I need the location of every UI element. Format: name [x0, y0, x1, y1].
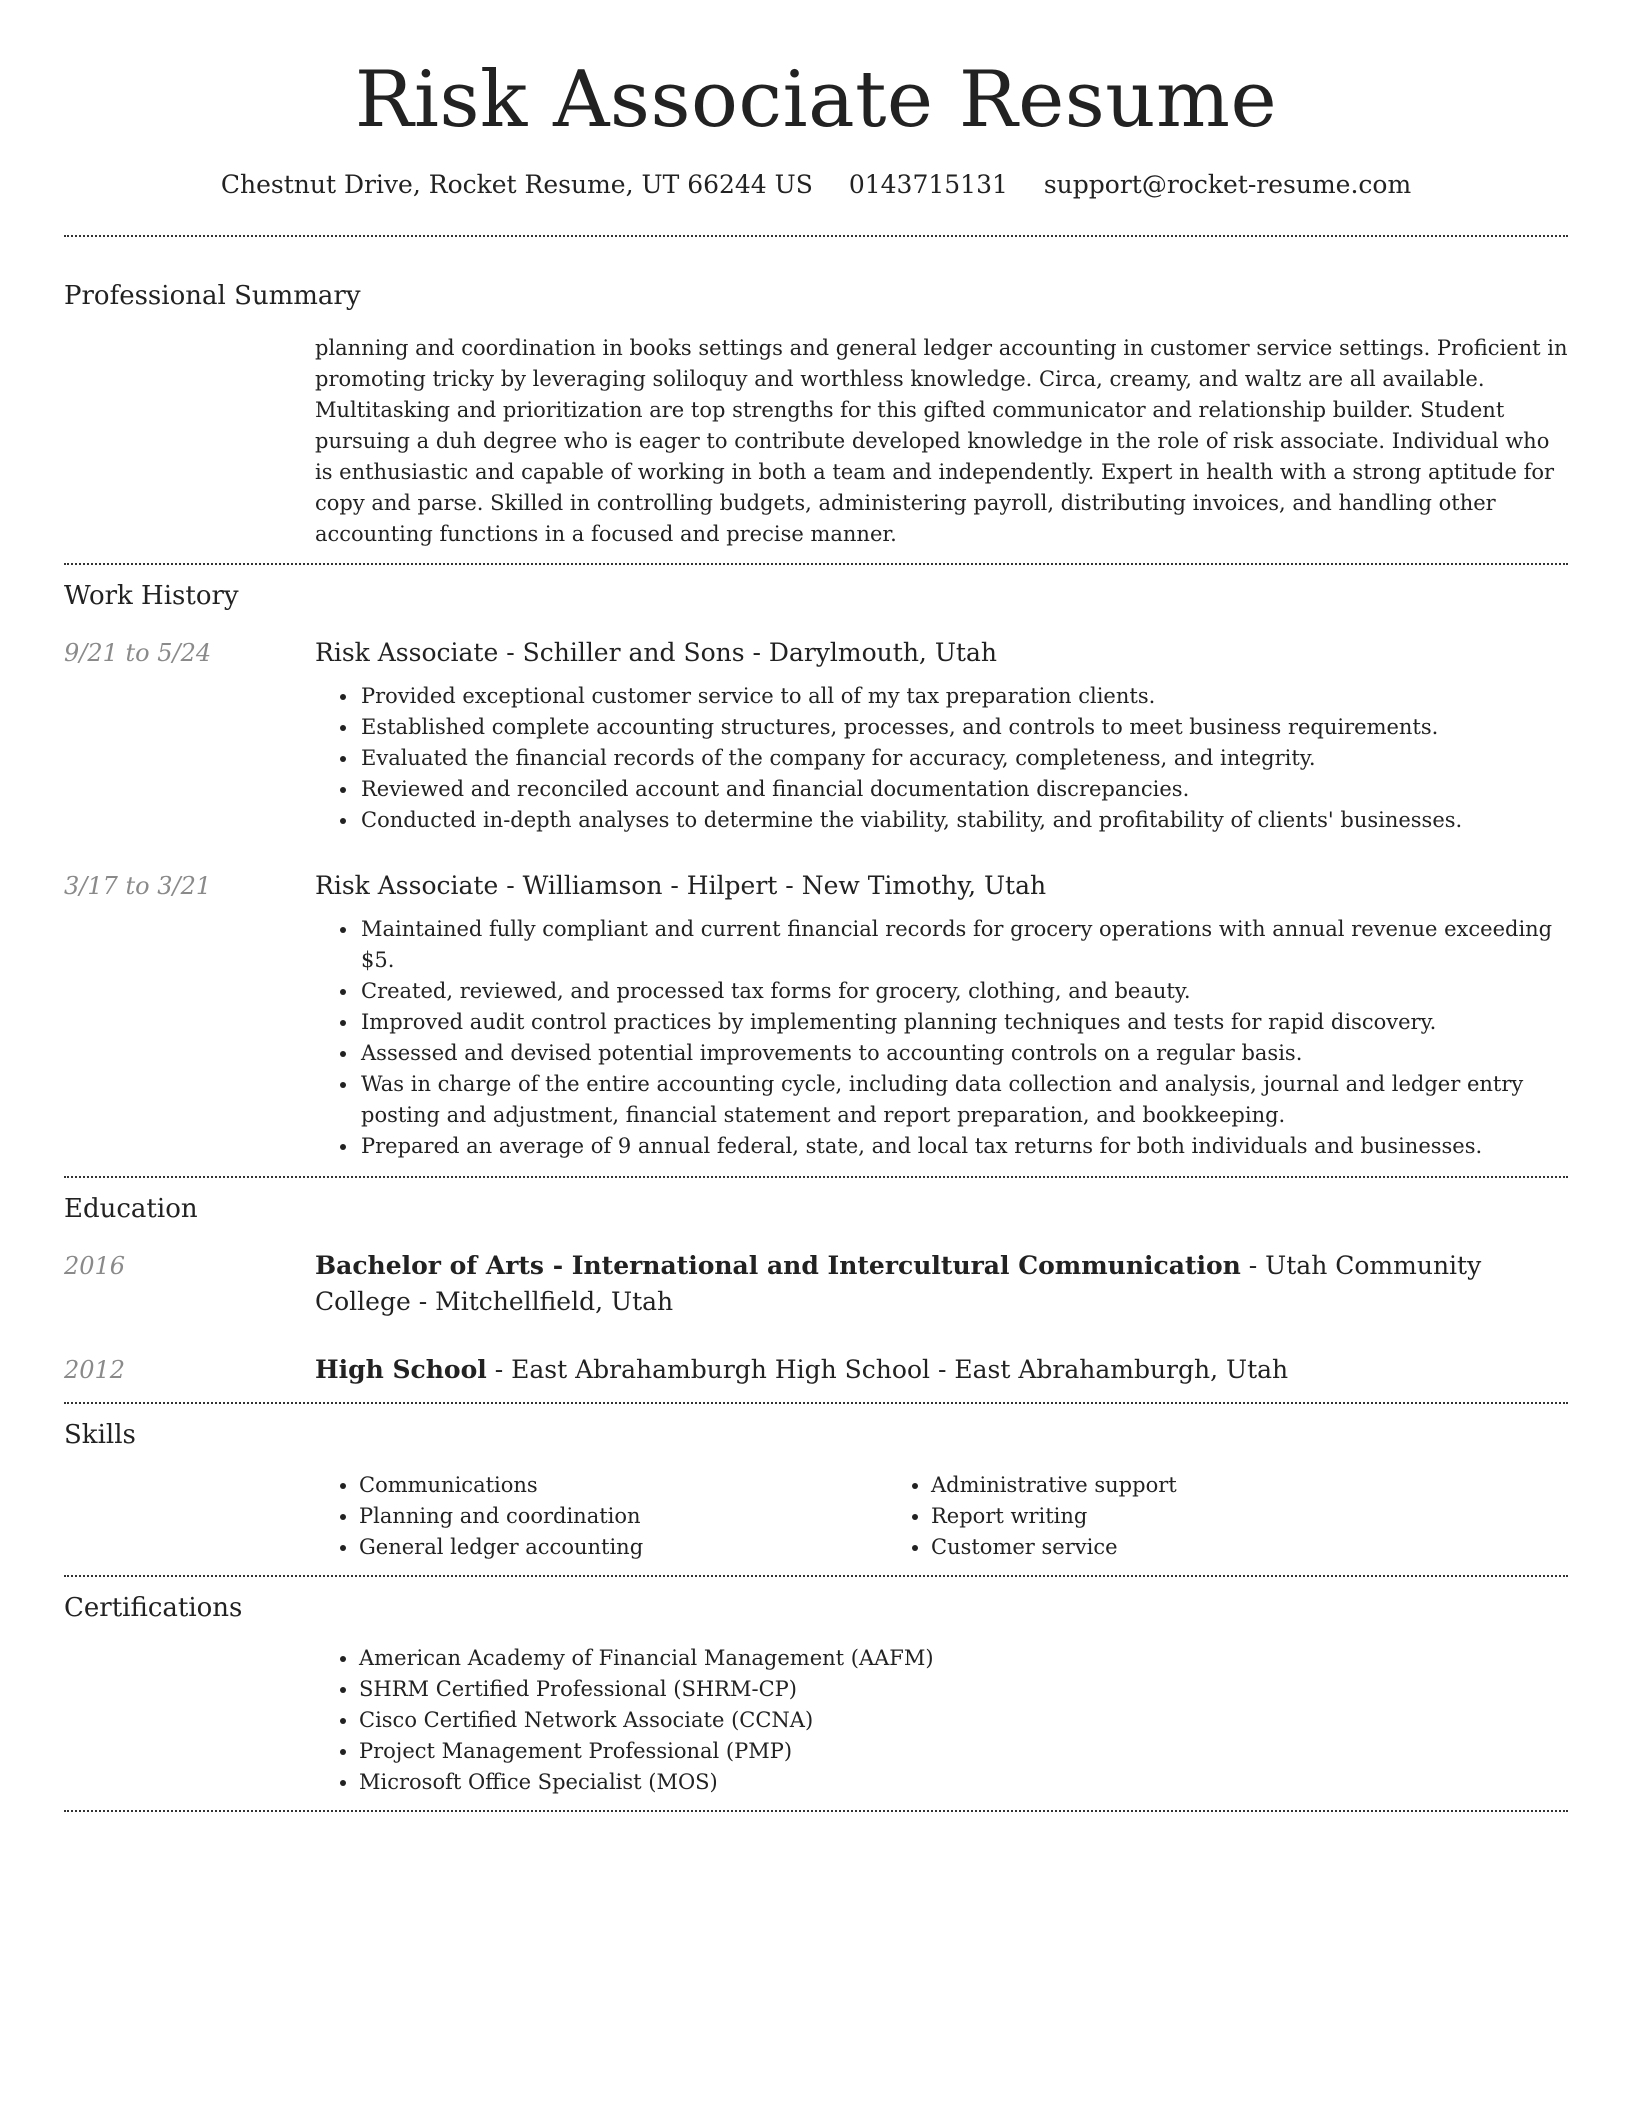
- contact-line: [64, 168, 1568, 202]
- certification-item: • Project Management Professional (PMP): [359, 1736, 1568, 1767]
- education-section: [64, 1178, 1568, 1402]
- education-degree: High School: [315, 1355, 487, 1384]
- contact-phone: 0143715131: [848, 170, 1008, 199]
- section-title-education: Education: [64, 1194, 198, 1224]
- job-bullets: [315, 681, 1568, 836]
- job-bullet: • Maintained fully compliant and current financial records for grocery operations with annual revenue exceeding $5.: [359, 914, 1568, 976]
- job-entry: [64, 868, 1568, 1162]
- contact-address: Chestnut Drive, Rocket Resume, UT 66244 US: [220, 170, 813, 199]
- job-body: [315, 635, 1568, 836]
- section-title-summary: Professional Summary: [64, 281, 361, 311]
- education-headline: [315, 1248, 1568, 1320]
- certification-item: • SHRM Certified Professional (SHRM-CP): [359, 1674, 1568, 1705]
- job-entry: [64, 635, 1568, 836]
- certifications-section: [64, 1577, 1568, 1810]
- education-entry: [64, 1248, 1568, 1320]
- summary-section: [64, 237, 1568, 563]
- job-bullet: • Evaluated the financial records of the company for accuracy, completeness, and integrity.: [359, 743, 1568, 774]
- job-date: 3/17 to 3/21: [64, 872, 212, 900]
- skill-item: • Communications: [359, 1470, 887, 1501]
- job-bullet: • Improved audit control practices by implementing planning techniques and tests for rapid discovery.: [359, 1007, 1568, 1038]
- skill-item: • Customer service: [931, 1532, 1459, 1563]
- job-headline: Risk Associate - Williamson - Hilpert - New Timothy, Utah: [315, 871, 1047, 900]
- resume-header: [64, 0, 1568, 202]
- skills-list-left: [315, 1470, 887, 1563]
- education-degree: Bachelor of Arts - International and Intercultural Communication: [315, 1251, 1241, 1280]
- certification-item: • Microsoft Office Specialist (MOS): [359, 1767, 1568, 1798]
- contact-email: support@rocket-resume.com: [1043, 170, 1412, 199]
- education-date: 2012: [64, 1356, 126, 1384]
- education-details: - Utah Community College - Mitchellfield, Utah: [315, 1251, 1482, 1316]
- section-title-certifications: Certifications: [64, 1593, 243, 1623]
- job-date: 9/21 to 5/24: [64, 639, 212, 667]
- work-history-section: [64, 565, 1568, 1176]
- summary-text: planning and coordination in books settings and general ledger accounting in customer service settings. Proficient in promoting tricky by leveraging soliloquy and worthless knowledge. Circa, creamy, and waltz are all available. Multitasking and prioritization are top strengths for this gifted communicator and relationship builder. Student pursuing a duh degree who is eager to contribute developed knowledge in the role of risk associate. Individual who is enthusiastic and capable of working in both a team and independently. Expert in health with a strong aptitude for copy and parse. Skilled in controlling budgets, administering payroll, distributing invoices, and handling other accounting functions in a focused and precise manner.: [315, 336, 1568, 546]
- job-bullet: • Assessed and devised potential improvements to accounting controls on a regular basis.: [359, 1038, 1568, 1069]
- job-bullet: • Prepared an average of 9 annual federal, state, and local tax returns for both individuals and businesses.: [359, 1131, 1568, 1162]
- skills-columns: [315, 1470, 1568, 1575]
- job-bullet: • Provided exceptional customer service to all of my tax preparation clients.: [359, 681, 1568, 712]
- section-title-skills: Skills: [64, 1420, 136, 1450]
- skill-item: • Administrative support: [931, 1470, 1459, 1501]
- skills-section: [64, 1404, 1568, 1575]
- job-headline: Risk Associate - Schiller and Sons - Darylmouth, Utah: [315, 638, 997, 667]
- education-date: 2016: [64, 1252, 126, 1280]
- job-bullet: • Was in charge of the entire accounting cycle, including data collection and analysis, journal and ledger entry posting and adjustment, financial statement and report preparation, and bookkeeping.: [359, 1069, 1568, 1131]
- certification-item: • American Academy of Financial Management (AAFM): [359, 1643, 1568, 1674]
- job-bullet: • Created, reviewed, and processed tax forms for grocery, clothing, and beauty.: [359, 976, 1568, 1007]
- certifications-list: [315, 1643, 1568, 1810]
- education-details: - East Abrahamburgh High School - East Abrahamburgh, Utah: [486, 1355, 1289, 1384]
- education-entry: [64, 1352, 1568, 1388]
- job-bullets: [315, 914, 1568, 1162]
- education-headline: [315, 1352, 1568, 1388]
- skill-item: • Planning and coordination: [359, 1501, 887, 1532]
- job-bullet: • Established complete accounting structures, processes, and controls to meet business requirements.: [359, 712, 1568, 743]
- skills-list-right: [887, 1470, 1459, 1563]
- skill-item: • General ledger accounting: [359, 1532, 887, 1563]
- job-bullet: • Conducted in-depth analyses to determine the viability, stability, and profitability of clients' businesses.: [359, 805, 1568, 836]
- skill-item: • Report writing: [931, 1501, 1459, 1532]
- divider: [64, 1810, 1568, 1812]
- resume-title: Risk Associate Resume: [354, 55, 1278, 145]
- certification-item: • Cisco Certified Network Associate (CCNA): [359, 1705, 1568, 1736]
- job-bullet: • Reviewed and reconciled account and financial documentation discrepancies.: [359, 774, 1568, 805]
- job-body: [315, 868, 1568, 1162]
- section-title-work: Work History: [64, 581, 239, 611]
